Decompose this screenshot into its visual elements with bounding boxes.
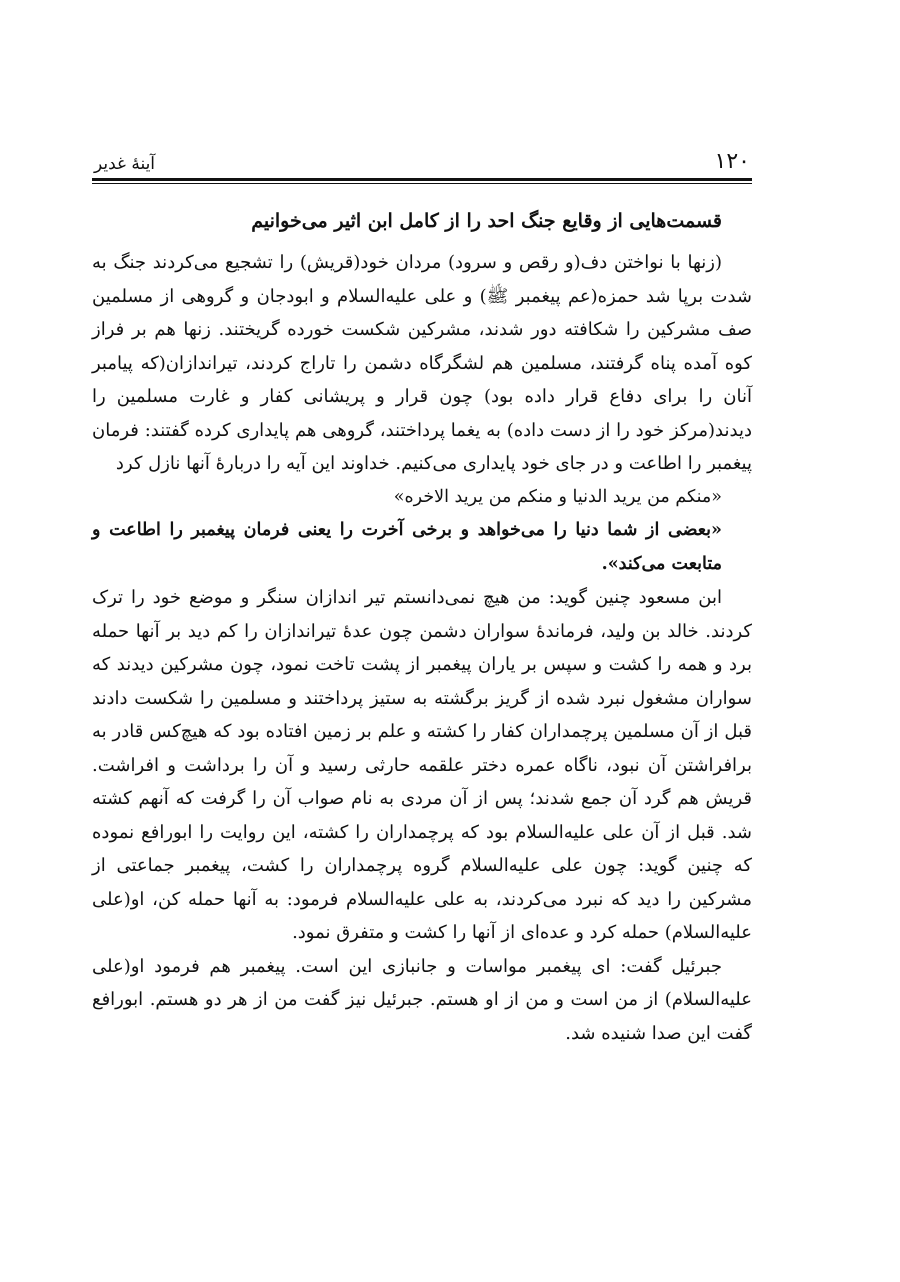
section-title: قسمت‌هایی از وقایع جنگ احد را از کامل ابن اثیر می‌خوانیم xyxy=(251,210,722,232)
paragraph-2: ابن مسعود چنین گوید: من هیچ نمی‌دانستم تیر اندازان سنگر و موضع خود را ترک کردند. خالد بن ولید، فرماندهٔ سواران دشمن چون عدهٔ تیراندازان را کم دید بر آنها حمله برد و همه را کشت و سپس بر یاران پیغمبر از پشت تاخت نمود، چون مشرکین دیدند که سواران مشغول نبرد شده از گریز برگشته به ستیز پرداختند و مسلمین را شکست دادند قبل از آن مسلمین پرچمداران کفار را کشته و علم بر زمین افتاده بود که هیچ‌کس قادر به برافراشتن آن نبود، ناگاه عمره دختر علقمه حارثی رسید و آن را برداشت و افراشت. قریش هم گرد آن جمع شدند؛ پس از آن مردی به نام صواب آن را گرفت که آنهم کشته شد. قبل از آن علی علیه‌السلام بود که پرچمداران را کشته، این روایت را ابورافع نموده که چنین گوید: چون علی علیه‌السلام گروه پرچمداران را کشت، پیغمبر جماعتی از مشرکین را دید که نبرد می‌کردند، به علی علیه‌السلام فرمود: به آنها حمله کن، او(علی علیه‌السلام) حمله کرد و عده‌ای از آنها را کشت و متفرق نمود. xyxy=(92,587,752,943)
quran-verse-translation: «بعضی از شما دنیا را می‌خواهد و برخی آخرت را یعنی فرمان پیغمبر را اطاعت و متابعت می‌کند». xyxy=(92,520,722,574)
page-number: ۱۲۰ xyxy=(714,149,750,174)
quran-verse-arabic: «منکم من یرید الدنیا و منکم من یرید الاخره» xyxy=(393,486,722,507)
paragraph-1: (زنها با نواختن دف(و رقص و سرود) مردان خود(قریش) را تشجیع می‌کردند جنگ به شدت برپا شد حمزه(عم پیغمبر ﷺ) و علی علیه‌السلام و ابودجان و گروهی از مسلمین صف مشرکین را شکافته دور شدند، مشرکین شکست خورده گریختند. زنها هم بر فراز کوه آمده پناه گرفتند، مسلمین هم لشگرگاه دشمن را تاراج کردند، تیراندازان(که پیامبر آنان را برای دفاع قرار داده بود) چون قرار و پریشانی کفار و غارت مسلمین را دیدند(مرکز خود را از دست داده) به یغما پرداختند، گروهی هم پایداری کرده گفتند: فرمان پیغمبر را اطاعت و در جای خود پایداری می‌کنیم. خداوند این آیه را دربارهٔ آنها نازل کرد xyxy=(92,252,752,474)
page-header xyxy=(92,140,752,174)
running-title: آینهٔ غدیر xyxy=(94,154,156,174)
header-rule-thick xyxy=(92,178,752,181)
book-page xyxy=(92,140,752,1050)
paragraph-3: جبرئیل گفت: ای پیغمبر مواسات و جانبازی این است. پیغمبر هم فرمود او(علی علیه‌السلام) از من است و من از او هستم. جبرئیل نیز گفت من از هر دو هستم. ابورافع گفت این صدا شنیده شد. xyxy=(92,955,752,1044)
header-rule-thin xyxy=(92,183,752,184)
